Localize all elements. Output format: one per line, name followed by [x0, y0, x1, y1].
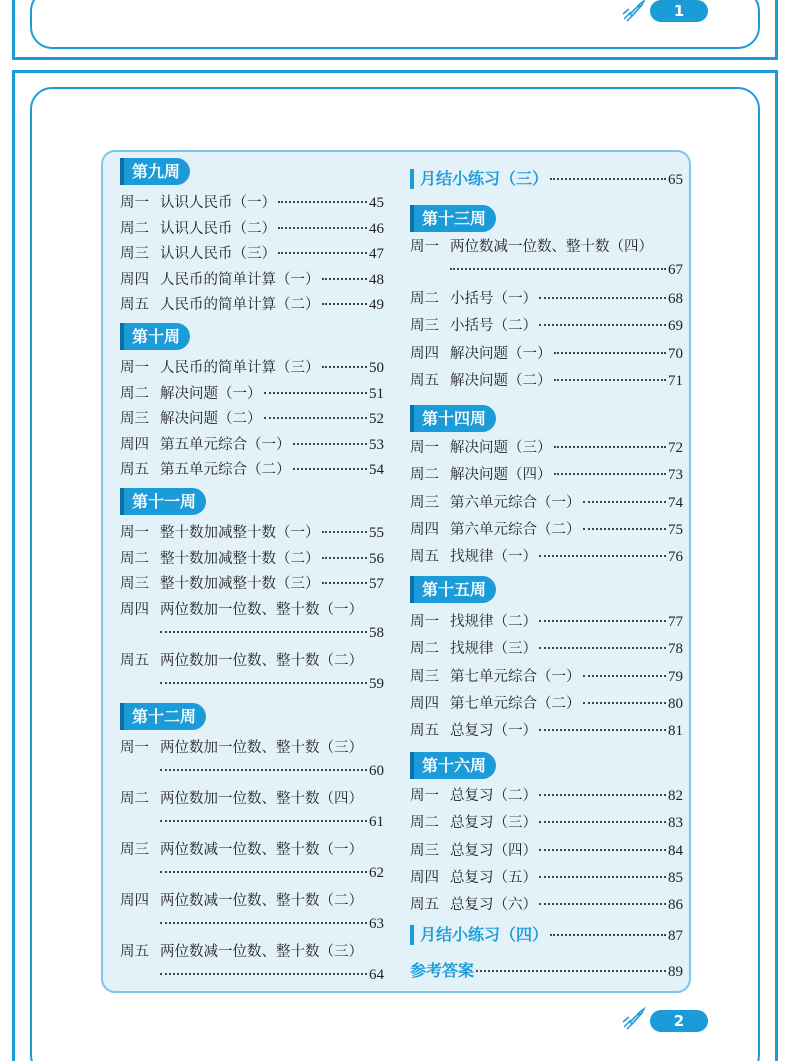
entry-title: 两位数减一位数、整十数（三）: [160, 944, 363, 960]
leader-dots: [293, 443, 368, 445]
entry-day: 周二: [120, 385, 149, 402]
entry-day: 周五: [410, 723, 439, 740]
entry-title: 总复习（二）: [450, 788, 537, 804]
entry-page: 56: [369, 550, 384, 567]
entry-page: 54: [369, 462, 384, 478]
toc-entry[interactable]: [410, 868, 683, 888]
entry-title: 两位数加一位数、整十数（三）: [160, 740, 363, 756]
entry-title: 总复习（六）: [450, 897, 537, 914]
entry-title: 认识人民币（二）: [160, 220, 276, 237]
leader-dots: [583, 501, 667, 503]
toc-entry[interactable]: [410, 493, 683, 513]
toc-entry[interactable]: [410, 237, 683, 257]
leader-dots: [539, 729, 666, 731]
entry-page: 59: [369, 675, 384, 692]
toc-entry-page-line: [160, 812, 384, 832]
entry-title: 第五单元综合（二）: [160, 462, 291, 478]
entry-day: 周四: [120, 893, 149, 909]
toc-entry-page-line: [160, 674, 384, 694]
entry-day: 周三: [120, 576, 149, 592]
review-page: 65: [668, 172, 683, 188]
leader-dots: [476, 970, 666, 972]
entry-title: 第七单元综合（一）: [450, 668, 581, 685]
entry-day: 周三: [410, 494, 439, 511]
entry-day: 周四: [410, 345, 439, 362]
entry-day: 周四: [410, 521, 439, 538]
entry-day: 周五: [120, 462, 149, 478]
toc-entry[interactable]: [410, 786, 683, 806]
entry-title: 小括号（一）: [450, 291, 537, 307]
entry-day: 周二: [120, 550, 149, 567]
entry-page: 63: [369, 916, 384, 932]
toc-entry[interactable]: [120, 651, 384, 671]
toc-entry[interactable]: [410, 612, 683, 632]
entry-title: 总复习（四）: [450, 842, 537, 859]
entry-title: 总复习（一）: [450, 723, 537, 740]
toc-entry[interactable]: [410, 520, 683, 540]
toc-entry[interactable]: [410, 316, 683, 336]
entry-title: 小括号（二）: [450, 318, 537, 335]
leader-dots: [554, 352, 667, 354]
leader-dots: [539, 821, 666, 823]
entry-page: 62: [369, 865, 384, 881]
rocket-icon: [621, 1007, 647, 1031]
toc-entry[interactable]: [120, 193, 384, 213]
entry-page: 83: [668, 815, 683, 832]
leader-dots: [583, 528, 667, 530]
entry-page: 75: [668, 521, 683, 538]
entry-day: 周一: [120, 195, 149, 211]
entry-day: 周四: [120, 601, 149, 618]
toc-entry-page-line: [160, 863, 384, 883]
entry-day: 周四: [120, 271, 149, 288]
entry-title: 两位数减一位数、整十数（一）: [160, 842, 363, 858]
entry-day: 周三: [410, 842, 439, 859]
leader-dots: [160, 922, 367, 924]
monthly-review[interactable]: [410, 166, 683, 192]
leader-dots: [278, 252, 367, 254]
toc-entry[interactable]: [410, 667, 683, 687]
toc-entry[interactable]: [120, 270, 384, 290]
entry-title: 两位数减一位数、整十数（四）: [450, 239, 653, 255]
toc-entry[interactable]: [410, 465, 683, 485]
leader-dots: [160, 973, 367, 975]
leader-dots: [322, 557, 368, 559]
entry-page: 84: [668, 842, 683, 859]
entry-page: 80: [668, 695, 683, 712]
toc-entry[interactable]: [120, 600, 384, 620]
toc-entry[interactable]: [410, 289, 683, 309]
entry-title: 人民币的简单计算（一）: [160, 271, 320, 288]
entry-title: 两位数加一位数、整十数（四）: [160, 791, 363, 807]
entry-page: 77: [668, 614, 683, 630]
leader-dots: [583, 675, 667, 677]
entry-title: 两位数加一位数、整十数（一）: [160, 601, 363, 618]
review-title: 月结小练习（四）: [420, 925, 549, 944]
entry-day: 周四: [120, 436, 149, 453]
week-heading: 第十六周: [410, 752, 496, 779]
entry-day: 周五: [120, 297, 149, 313]
entry-day: 周一: [120, 740, 149, 756]
toc-entry[interactable]: [410, 694, 683, 714]
entry-day: 周二: [410, 641, 439, 658]
week-heading: 第十一周: [120, 488, 206, 515]
review-title: 参考答案: [410, 961, 475, 980]
entry-day: 周三: [120, 411, 149, 427]
entry-page: 81: [668, 723, 683, 740]
entry-page: 70: [668, 345, 683, 362]
entry-page: 82: [668, 788, 683, 804]
week-heading: 第十二周: [120, 703, 206, 730]
entry-page: 61: [369, 814, 384, 830]
entry-day: 周三: [410, 668, 439, 685]
entry-day: 周四: [410, 695, 439, 712]
entry-day: 周三: [120, 842, 149, 858]
entry-title: 第七单元综合（二）: [450, 695, 581, 712]
review-bar: [410, 925, 414, 945]
week-heading: 第十三周: [410, 205, 496, 232]
toc-entry[interactable]: [410, 895, 683, 915]
entry-title: 解决问题（一）: [450, 345, 552, 362]
entry-page: 78: [668, 641, 683, 658]
entry-day: 周五: [410, 549, 439, 566]
leader-dots: [554, 473, 667, 475]
entry-title: 解决问题（一）: [160, 385, 262, 402]
entry-title: 两位数加一位数、整十数（二）: [160, 652, 363, 669]
entry-title: 解决问题（四）: [450, 467, 552, 484]
toc-entry[interactable]: [120, 840, 384, 860]
entry-title: 找规律（二）: [450, 614, 537, 630]
leader-dots: [160, 871, 367, 873]
leader-dots: [160, 820, 367, 822]
toc-entry[interactable]: [120, 789, 384, 809]
entry-day: 周二: [120, 791, 149, 807]
toc-entry-page-line: [160, 761, 384, 781]
entry-day: 周五: [120, 944, 149, 960]
entry-day: 周一: [410, 614, 439, 630]
entry-title: 解决问题（二）: [450, 372, 552, 389]
entry-page: 74: [668, 494, 683, 511]
toc-entry[interactable]: [410, 813, 683, 833]
toc-entry[interactable]: [410, 547, 683, 567]
leader-dots: [539, 297, 666, 299]
entry-page: 45: [369, 195, 384, 211]
entry-page: 85: [668, 869, 683, 886]
toc-entry[interactable]: [410, 344, 683, 364]
entry-page: 64: [369, 967, 384, 983]
review-page: 87: [668, 928, 683, 944]
toc-entry[interactable]: [410, 639, 683, 659]
toc-entry[interactable]: [120, 244, 384, 264]
week-heading: 第十四周: [410, 405, 496, 432]
entry-title: 第五单元综合（一）: [160, 436, 291, 453]
entry-page: 49: [369, 297, 384, 313]
leader-dots: [322, 303, 368, 305]
leader-dots: [293, 468, 368, 470]
leader-dots: [322, 531, 368, 533]
entry-page: 86: [668, 897, 683, 914]
toc-entry-page-line: [160, 914, 384, 934]
entry-day: 周三: [120, 246, 149, 262]
entry-page: 71: [668, 372, 683, 389]
entry-page: 57: [369, 576, 384, 592]
entry-page: 79: [668, 668, 683, 685]
entry-title: 解决问题（三）: [450, 440, 552, 456]
toc-entry[interactable]: [120, 295, 384, 315]
toc-entry[interactable]: [120, 460, 384, 480]
entry-day: 周二: [410, 815, 439, 832]
entry-title: 人民币的简单计算（三）: [160, 360, 320, 376]
toc-entry[interactable]: [120, 549, 384, 569]
toc-entry-page-line: [450, 260, 683, 280]
leader-dots: [450, 268, 666, 270]
entry-title: 两位数减一位数、整十数（二）: [160, 893, 363, 909]
toc-entry[interactable]: [410, 371, 683, 391]
leader-dots: [539, 794, 666, 796]
table-of-contents: [101, 150, 691, 993]
leader-dots: [539, 555, 666, 557]
entry-page: 51: [369, 385, 384, 402]
entry-title: 总复习（五）: [450, 869, 537, 886]
entry-title: 认识人民币（一）: [160, 195, 276, 211]
entry-day: 周一: [410, 239, 439, 255]
monthly-review[interactable]: [410, 922, 683, 948]
entry-title: 找规律（三）: [450, 641, 537, 658]
leader-dots: [322, 278, 368, 280]
leader-dots: [539, 324, 666, 326]
week-heading: 第十五周: [410, 576, 496, 603]
entry-title: 总复习（三）: [450, 815, 537, 832]
leader-dots: [278, 201, 367, 203]
entry-day: 周四: [410, 869, 439, 886]
entry-page: 47: [369, 246, 384, 262]
toc-entry[interactable]: [120, 891, 384, 911]
rocket-icon: [621, 0, 647, 23]
entry-page: 48: [369, 271, 384, 288]
leader-dots: [583, 702, 667, 704]
leader-dots: [264, 392, 368, 394]
entry-title: 人民币的简单计算（二）: [160, 297, 320, 313]
entry-day: 周五: [120, 652, 149, 669]
entry-page: 72: [668, 440, 683, 456]
entry-day: 周三: [410, 318, 439, 335]
monthly-review[interactable]: [410, 958, 683, 984]
entry-day: 周五: [410, 897, 439, 914]
review-bar: [410, 169, 414, 189]
entry-page: 53: [369, 436, 384, 453]
entry-page: 76: [668, 549, 683, 566]
entry-page: 69: [668, 318, 683, 335]
entry-page: 50: [369, 360, 384, 376]
leader-dots: [539, 647, 666, 649]
toc-entry[interactable]: [410, 721, 683, 741]
week-heading: 第十周: [120, 323, 190, 350]
toc-entry[interactable]: [120, 942, 384, 962]
leader-dots: [554, 446, 667, 448]
page-number: 2: [650, 1010, 708, 1032]
week-heading: 第九周: [120, 158, 190, 185]
leader-dots: [160, 769, 367, 771]
entry-page: 52: [369, 411, 384, 427]
toc-entry[interactable]: [120, 738, 384, 758]
toc-entry[interactable]: [410, 438, 683, 458]
leader-dots: [539, 849, 666, 851]
entry-title: 整十数加减整十数（二）: [160, 550, 320, 567]
leader-dots: [554, 379, 667, 381]
toc-entry-page-line: [160, 623, 384, 643]
leader-dots: [322, 582, 368, 584]
entry-title: 第六单元综合（一）: [450, 494, 581, 511]
entry-day: 周二: [120, 220, 149, 237]
review-title: 月结小练习（三）: [420, 169, 549, 188]
entry-page: 46: [369, 220, 384, 237]
toc-entry-page-line: [160, 965, 384, 985]
entry-day: 周二: [410, 291, 439, 307]
entry-page: 68: [668, 291, 683, 307]
leader-dots: [322, 366, 368, 368]
leader-dots: [550, 934, 666, 936]
entry-title: 整十数加减整十数（一）: [160, 525, 320, 541]
toc-entry[interactable]: [120, 574, 384, 594]
entry-page: 60: [369, 763, 384, 779]
previous-page-frame: [12, 0, 778, 60]
entry-title: 认识人民币（三）: [160, 246, 276, 262]
entry-day: 周一: [410, 440, 439, 456]
entry-title: 解决问题（二）: [160, 411, 262, 427]
leader-dots: [539, 620, 666, 622]
entry-day: 周一: [410, 788, 439, 804]
leader-dots: [278, 227, 367, 229]
entry-day: 周五: [410, 372, 439, 389]
entry-page: 58: [369, 624, 384, 641]
entry-day: 周一: [120, 525, 149, 541]
toc-entry[interactable]: [410, 841, 683, 861]
leader-dots: [160, 682, 367, 684]
page-number: 1: [650, 0, 708, 22]
leader-dots: [539, 903, 666, 905]
leader-dots: [539, 876, 666, 878]
entry-title: 第六单元综合（二）: [450, 521, 581, 538]
entry-page: 55: [369, 525, 384, 541]
entry-title: 整十数加减整十数（三）: [160, 576, 320, 592]
toc-entry[interactable]: [120, 358, 384, 378]
toc-entry[interactable]: [120, 409, 384, 429]
entry-title: 找规律（一）: [450, 549, 537, 566]
toc-entry[interactable]: [120, 435, 384, 455]
toc-entry[interactable]: [120, 523, 384, 543]
entry-day: 周一: [120, 360, 149, 376]
leader-dots: [160, 631, 367, 633]
toc-entry[interactable]: [120, 384, 384, 404]
entry-page: 73: [668, 467, 683, 484]
review-page: 89: [668, 964, 683, 980]
entry-day: 周二: [410, 467, 439, 484]
leader-dots: [550, 178, 666, 180]
leader-dots: [264, 417, 368, 419]
entry-page: 67: [668, 262, 683, 278]
toc-entry[interactable]: [120, 219, 384, 239]
